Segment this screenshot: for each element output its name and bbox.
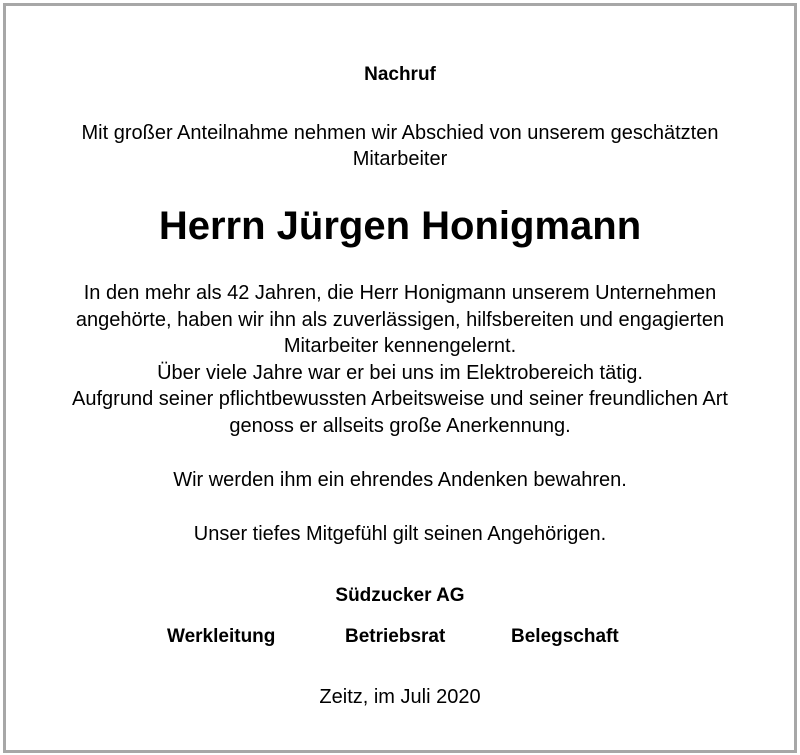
- signer-management: Werkleitung: [167, 626, 276, 647]
- signer-works-council: Betriebsrat: [345, 626, 446, 647]
- tribute-line: In den mehr als 42 Jahren, die Herr Honigmann unserem Unternehmen: [83, 282, 717, 304]
- tribute-line: Mitarbeiter kennengelernt.: [283, 335, 517, 357]
- intro-line: Mit großer Anteilnahme nehmen wir Abschied von unserem geschätzten: [81, 122, 719, 144]
- remembrance-text: Wir werden ihm ein ehrendes Andenken bewahren.: [173, 469, 627, 491]
- tribute-line: Aufgrund seiner pflichtbewussten Arbeitsweise und seiner freundlichen Art: [72, 388, 728, 410]
- company-name: Südzucker AG: [335, 585, 465, 606]
- intro-line: Mitarbeiter: [352, 148, 448, 170]
- sympathy-text: Unser tiefes Mitgefühl gilt seinen Angehörigen.: [193, 523, 607, 545]
- tribute-line: Über viele Jahre war er bei uns im Elektrobereich tätig.: [157, 361, 643, 384]
- notice-frame: [3, 3, 797, 753]
- obituary-notice: [6, 6, 794, 750]
- deceased-name: Herrn Jürgen Honigmann: [158, 204, 642, 248]
- notice-heading: Nachruf: [364, 64, 436, 85]
- tribute-line: genoss er allseits große Anerkennung.: [229, 414, 571, 437]
- tribute-text: [6, 280, 794, 439]
- tribute-line: angehörte, haben wir ihn als zuverlässigen, hilfsbereiten und engagierten: [75, 308, 725, 331]
- intro-text: [6, 120, 794, 172]
- signer-staff: Belegschaft: [511, 626, 619, 647]
- place-and-date: Zeitz, im Juli 2020: [319, 686, 481, 708]
